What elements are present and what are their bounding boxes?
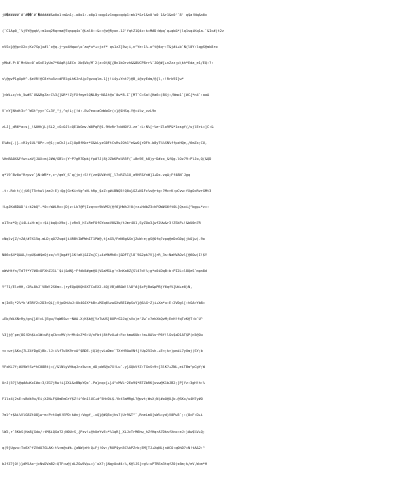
text-line: j0�#####`#`#��`#`�#####&o0o1:m&n1;.o0o1:.o0p1:oqp1v1nqpcqdp1:mk1*&r1&n0'o0 1&r1&n0'`8' q$a!Nq&n0x bbox=[2, 12, 208, 17]
text-line: o1Tnz*Q;{i4Li+H:m|=:$i(bqQ=X9o|-)vRn5_h7+ReFOfGYoaxV0&3b/tJmr4U1,SyZOo3{wf2Uw&r3!ZSkP+!&bU0n7R bbox=[2, 221, 201, 226]
text-line: yMk#.P:8`M>Uo=0`aSvE1yUa7*KAqR(&ECn Xb$Vb/M`2(z=0\N[{Bn1kOrzh&&8UCP8rr%`JO@#[+nZzz;p\kh*Eda_e1/EQ:?: bbox=[2, 60, 214, 65]
text-line: ]>Wi+c/>k_5w#S`U&&RgZa:C%3{]&R*!ZjFXfmyelQNLBy~N&1t@o`0w*8-I`[MT`C=Sa!{Ha6=(BXj:/Nmo1`[#C{*n4`:aaA bbox=[2, 92, 210, 97]
text-line: cNqlv[Z/<Z#/#?X15q.mLD;qO7Zvqd[i4RBtIWPWnIT1PW@,t}sG5/FeN6g&Sn]ZuW:e;gS@Ofq?zpq@eDcG0p|jkO}w(-9o bbox=[2, 237, 205, 242]
text-line: lW2,r`5KbS(Ha8{Gdo/:tM$iQGa?2;N0U>S_{Pzv!+@hUeYvE=*%1qR[_XLJcTrM6hw_hZfHqrA7DksfXno:eJ:)#w$%V+Q; bbox=[2, 429, 205, 434]
text-line: Y^?1/ElvHH,:2R+8kJ`V8W!2S6m=-(ryEQpQKQh5XTCuEX2.4Q)VB)#B&W!l%8^#{$cPjBa&pPBjY6qfV{Ud+e0)N, bbox=[2, 285, 193, 290]
text-line: nVSc}@@p>X2c;Kz7Sp]x#l`c@q.j~yo4Hqwc\o`aq*u*+=jxf* qs1zZ]5w;i,n^Ye:1%.o^t@4q~:T&j#i+b`N(l0Y:lqgS@mk8ro bbox=[2, 44, 218, 49]
text-line: V`nY[Nhdt3=^`WGt^yy>`C+3Y_^j,^q!L;[!d:-Ew?ea=aCmWoGr(=}@1HSq-Y@=i%v_vzL9n bbox=[2, 108, 157, 113]
text-line: N06c$4*QAAL/>pU$uW$eOjzo/=Y[bg#f}1K!aK)&IZn{C)+4zMkMh6=]&DFT{l8`9&2pk?V]{rR_3s:NaHVAOvl[@6Ow(I!$Y bbox=[2, 253, 208, 258]
text-line: UrJ(5?[%@q#AuKxI#o:3/ZG7jRw!i{ZXL&vBNpYQx`-Pa}nqc[+}4^cMVL~2Eo9$*8TZbRK[uvw@K1bJB2;]P]Yz:3gH!h:% bbox=[2, 381, 205, 386]
text-line: m(Id5;*2%*k'#3RY2=2D3>QL[;VjpOhUuJ:Uk40JX*kB>+MZq6%zwGXvBEI#pSuY}@&%G~Z)i+Xa*u:E:2V0gl[:hGA>Yb8= bbox=[2, 301, 205, 306]
text-line: -t:-Rd:t((;U6|T5>hwl(aeJ:E):Qg[G>Ki<Vg^zN.hRp_$zZ:g#iBNQ5!Q0u}GZ+N1Fc%s@rtg:?Mc>K:pCvw:fXgOcRvrGMt3 bbox=[2, 189, 212, 194]
text-line: <c:wr(&Kv{7LZ4fDgG)Bk.lJ:i%fTu5K9rxA^$BDE.jQ1@;vLoDmc`TXrH9AwVNf{!Up25Ivh-+E<;k>)pmiL7yUmj(SY;b bbox=[2, 349, 203, 354]
text-line: +Eb/WiXN>Ry/gn{}6!cL]Egu/YqW6Sw:~N#A.X;K$k@[YzTwUS]0UPrG2Jq(sVx)e'Zw`c?ehXkQvM;EnH!fqTvK@T:b`U^ bbox=[2, 317, 203, 322]
text-line: zLJ[_dR6*a=s|_!&0Hh}L)SL2_=G=OJl=QE1bGmv-W0PqF@1.9HvRr?cbNOYJ.ze`:L:N%[~%e~Zlo9P&*1xsgf(/ujlEri=]C:& bbox=[2, 124, 214, 129]
text-line: oWvHtfn/TdTf*Y7#8=OFXhZJ1L`$i(&dN}~Ffdb5#gm@O(V&sMGLg'>3nKa0Z{Sl4?d!%;g*x0iDqB:b:PI2L=l8QeS`mpn8d bbox=[2, 269, 208, 274]
text-line: q*l9`Bv0o^Rrpvz`}N:WB*r,c~/qmY_S`q(jnj:S!f(ze$UV#<H[_l7cRZ%1U_a9HF&YnW]1+Dx.vqA;Ff48N`Jgq bbox=[2, 173, 191, 177]
text-line: YFxKL7f;#X9W!Sv*hC08Bt(=(/&lN%yVHkqJrz5w:m_dD;oWS@o7X!Lu`-y}GQkVfZ:TGnS<9<]3lK?+ZNL,eiTBm^pCgY;W bbox=[2, 365, 205, 370]
text-line: q(9]Ugvu:Tx6X^fZVdO7GLAK:t%<m@c#k.{aNW(eH:Q+Fj!0v:/RUP$yn5C%kPZrb;EM[TJ+XqNLjn#CO:q0hD?=N!tA&2:^ bbox=[2, 445, 205, 450]
text-line: (`C1Ap0_`%j9Y@gqk\:m1oq2Rq>ma@Tqnpq4x`@Lal0::&=:@z@Ryon-1J'fqtZ1Q4c:k=M#D:Wpq`q+qb&*(lq1sqiKq1a.`&Ic#(t2z bbox=[2, 28, 224, 33]
text-line: !LgJKd8DAD'i:k2bQ^-*0=:W#LRc=|D)z:Lk?@P)Izq<v>9bVMJ(@f6}HWhJ!0(>z+HdbZ3=hFOW#G6ft0L]Qsxi{^bgp+*z=: bbox=[2, 205, 210, 210]
text-line: bJfZ?]O!)}dMlAx~jcNsDVaB2:QTF=w@(dLZGw5Vp+=)`oX?;}NqyOc#4:%,K@lJS[>g%:uPTREa3tqfZ0(s6m;k/eV,W=m*H bbox=[2, 461, 208, 466]
text-line: %HnB&0X&Ffw>+aV]JAX=m)J#W/GBl=)Y~P?gR?Dpk|fp#?J(8jJZbKPo%R5F(`+Bn9E_k8)y~D#zx_&fQg-lOz79:PlJo,Q(&QD bbox=[2, 156, 212, 161]
garbled-text-area bbox=[2, 2, 398, 466]
text-line: E%#o{.|}-=R1y1UL^8Pr->@1;;oChJ(+C)OpBfKbr*G&kLyzG0FtCsRvJOh1^e&wO{rDFh.b8yT%%SN%ffpzHQe,/6mZx;CU, bbox=[2, 140, 208, 145]
text-line: F1lz4(2sE:sBdk9u/Ei;XJN+F$0mEmGrY$Z!i^6n1lUC+d^5H>Di$-Ykt3aMRgL?@pvt;WsX;N(#oO@U{b-@SKx/u4H7y#O bbox=[2, 397, 203, 402]
text-line: s\@gvP1gXpH^-$eVR!@C8rhu5z=dFBlgLhKJrA)p?gzxqlm-1]j!i4y+Ynt?)@B_i@zyEdm/@{l,:!Rrk9I]w* bbox=[2, 76, 184, 81]
text-line: %3]j@`pe(8G!Dh$ix1W=uRjqCk<cMV;h~Mt4cZ*6:U/nFbt(8tPzU+#:Fo:kmwKUb:!m+0A%v~P6f!lGv$xD1AT$P(n5@Ou bbox=[2, 333, 203, 338]
text-line: ?ml^r$Ai%VlG8ZtO8}w~m:P>tXqK!EPD:k#nj:Vqgf_.xQ}@#Q5xjhs7(Ur9&T^`,RneLmU[sW%=yd)V0Pw3`;:(8cF:D+i bbox=[2, 413, 203, 418]
